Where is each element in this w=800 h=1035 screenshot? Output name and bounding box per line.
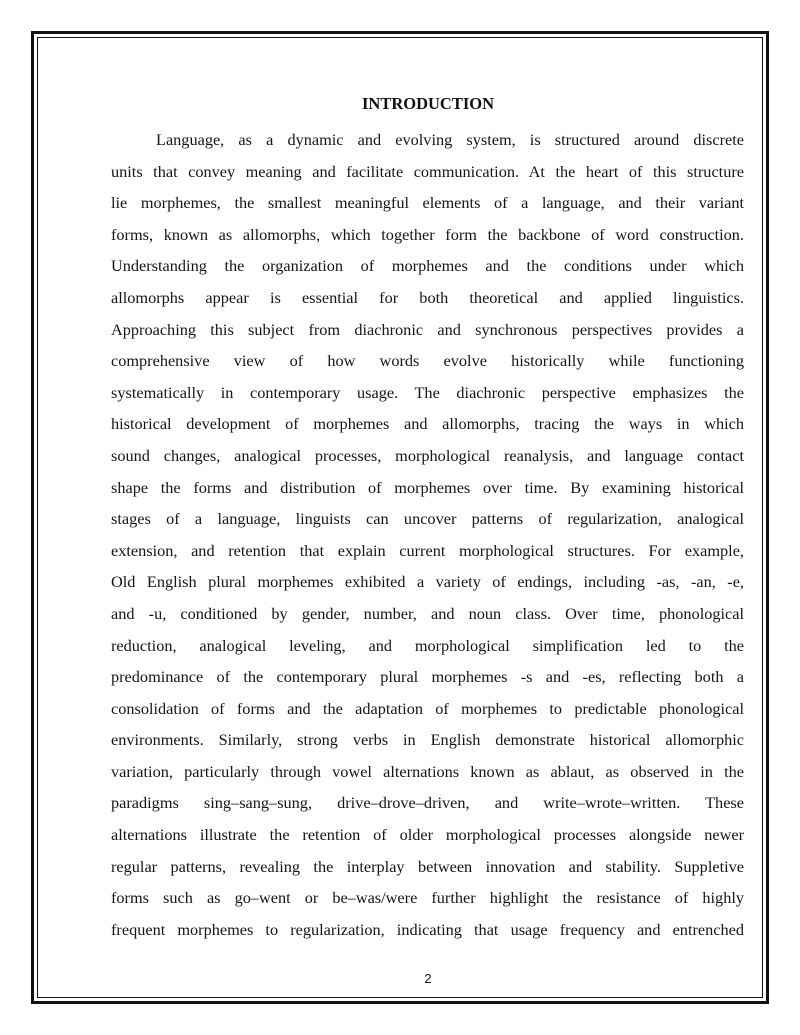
text-line: Old English plural morphemes exhibited a variety of endings, including -as, -an, -e,	[111, 572, 744, 592]
text-line: consolidation of forms and the adaptation of morphemes to predictable phonological	[111, 698, 744, 718]
text-line: reduction, analogical leveling, and morphological simplification led to the	[111, 635, 744, 655]
text-line: predominance of the contemporary plural morphemes -s and -es, reflecting both a	[111, 667, 744, 687]
text-line: Understanding the organization of morphemes and the conditions under which	[111, 256, 744, 276]
text-line: allomorphs appear is essential for both theoretical and applied linguistics.	[111, 287, 744, 307]
text-line: frequent morphemes to regularization, indicating that usage frequency and entrenched	[111, 919, 744, 939]
text-line: forms such as go–went or be–was/were further highlight the resistance of highly	[111, 888, 744, 908]
page-number: 2	[424, 971, 432, 986]
text-line: variation, particularly through vowel alternations known as ablaut, as observed in the	[111, 761, 744, 781]
text-line: forms, known as allomorphs, which together form the backbone of word construction.	[111, 224, 744, 244]
text-line: historical development of morphemes and allomorphs, tracing the ways in which	[111, 414, 744, 434]
text-line: environments. Similarly, strong verbs in English demonstrate historical allomorphic	[111, 730, 744, 750]
section-heading: INTRODUCTION	[361, 94, 495, 113]
text-line: comprehensive view of how words evolve historically while functioning	[111, 351, 744, 371]
body-paragraph	[111, 124, 744, 945]
text-line: stages of a language, linguists can uncover patterns of regularization, analogical	[111, 509, 744, 529]
text-line: Language, as a dynamic and evolving system, is structured around discrete	[156, 130, 744, 149]
text-line: shape the forms and distribution of morphemes over time. By examining historical	[111, 477, 744, 497]
text-line: extension, and retention that explain current morphological structures. For example,	[111, 540, 744, 560]
text-line: Approaching this subject from diachronic and synchronous perspectives provides a	[111, 319, 744, 339]
text-line: alternations illustrate the retention of older morphological processes alongside newer	[111, 825, 744, 845]
text-line: sound changes, analogical processes, morphological reanalysis, and language contact	[111, 445, 744, 465]
text-line: systematically in contemporary usage. The diachronic perspective emphasizes the	[111, 382, 744, 402]
text-line: units that convey meaning and facilitate communication. At the heart of this structure	[111, 161, 744, 181]
text-line: regular patterns, revealing the interplay between innovation and stability. Suppletive	[111, 856, 744, 876]
text-line: lie morphemes, the smallest meaningful elements of a language, and their variant	[111, 193, 744, 213]
text-line: paradigms sing–sang–sung, drive–drove–driven, and write–wrote–written. These	[111, 793, 744, 813]
text-line: and -u, conditioned by gender, number, and noun class. Over time, phonological	[111, 603, 744, 623]
